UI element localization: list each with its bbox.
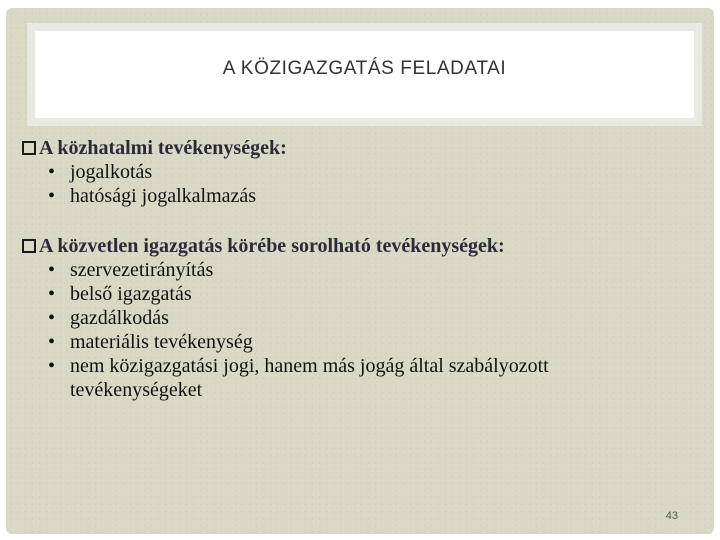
list-item-text: nem közigazgatási jogi, hanem más jogág által szabályozott tevékenységeket [70,355,549,401]
page-number: 43 [665,510,678,522]
bullet-icon: • [48,161,56,183]
list-item [44,330,682,354]
list-item-text: jogalkotás [70,161,153,183]
list-item-text: gazdálkodás [70,307,169,329]
bullet-icon: • [48,259,56,281]
bullet-icon: • [48,185,56,207]
slide [6,8,714,534]
section-direct-administration [22,234,682,402]
slide-content [22,136,682,428]
bullet-icon: • [48,283,56,305]
list-item-text: szervezetirányítás [70,259,214,281]
bullet-icon: • [48,331,56,353]
section-public-authority [22,136,682,208]
checkbox-icon [22,239,36,253]
slide-title: A KÖZIGAZGATÁS FELADATAI [222,57,507,79]
list-item [44,282,682,306]
list-item-text: materiális tevékenység [70,331,253,353]
list-item-text: belső igazgatás [70,283,192,305]
section-heading-text: A közhatalmi tevékenységek: [39,137,287,159]
checkbox-icon [22,141,36,155]
bullet-list [22,258,682,402]
list-item [44,306,682,330]
title-panel [35,31,694,118]
list-item [44,160,682,184]
title-box [27,23,702,126]
bullet-icon: • [48,355,56,377]
list-item [44,258,682,282]
bullet-icon: • [48,307,56,329]
list-item-text: hatósági jogalkalmazás [70,185,257,207]
section-heading [22,234,682,258]
section-heading [22,136,682,160]
bullet-list [22,160,682,208]
list-item [44,354,682,402]
list-item [44,184,682,208]
section-heading-text: A közvetlen igazgatás körébe sorolható tevékenységek: [39,235,505,257]
